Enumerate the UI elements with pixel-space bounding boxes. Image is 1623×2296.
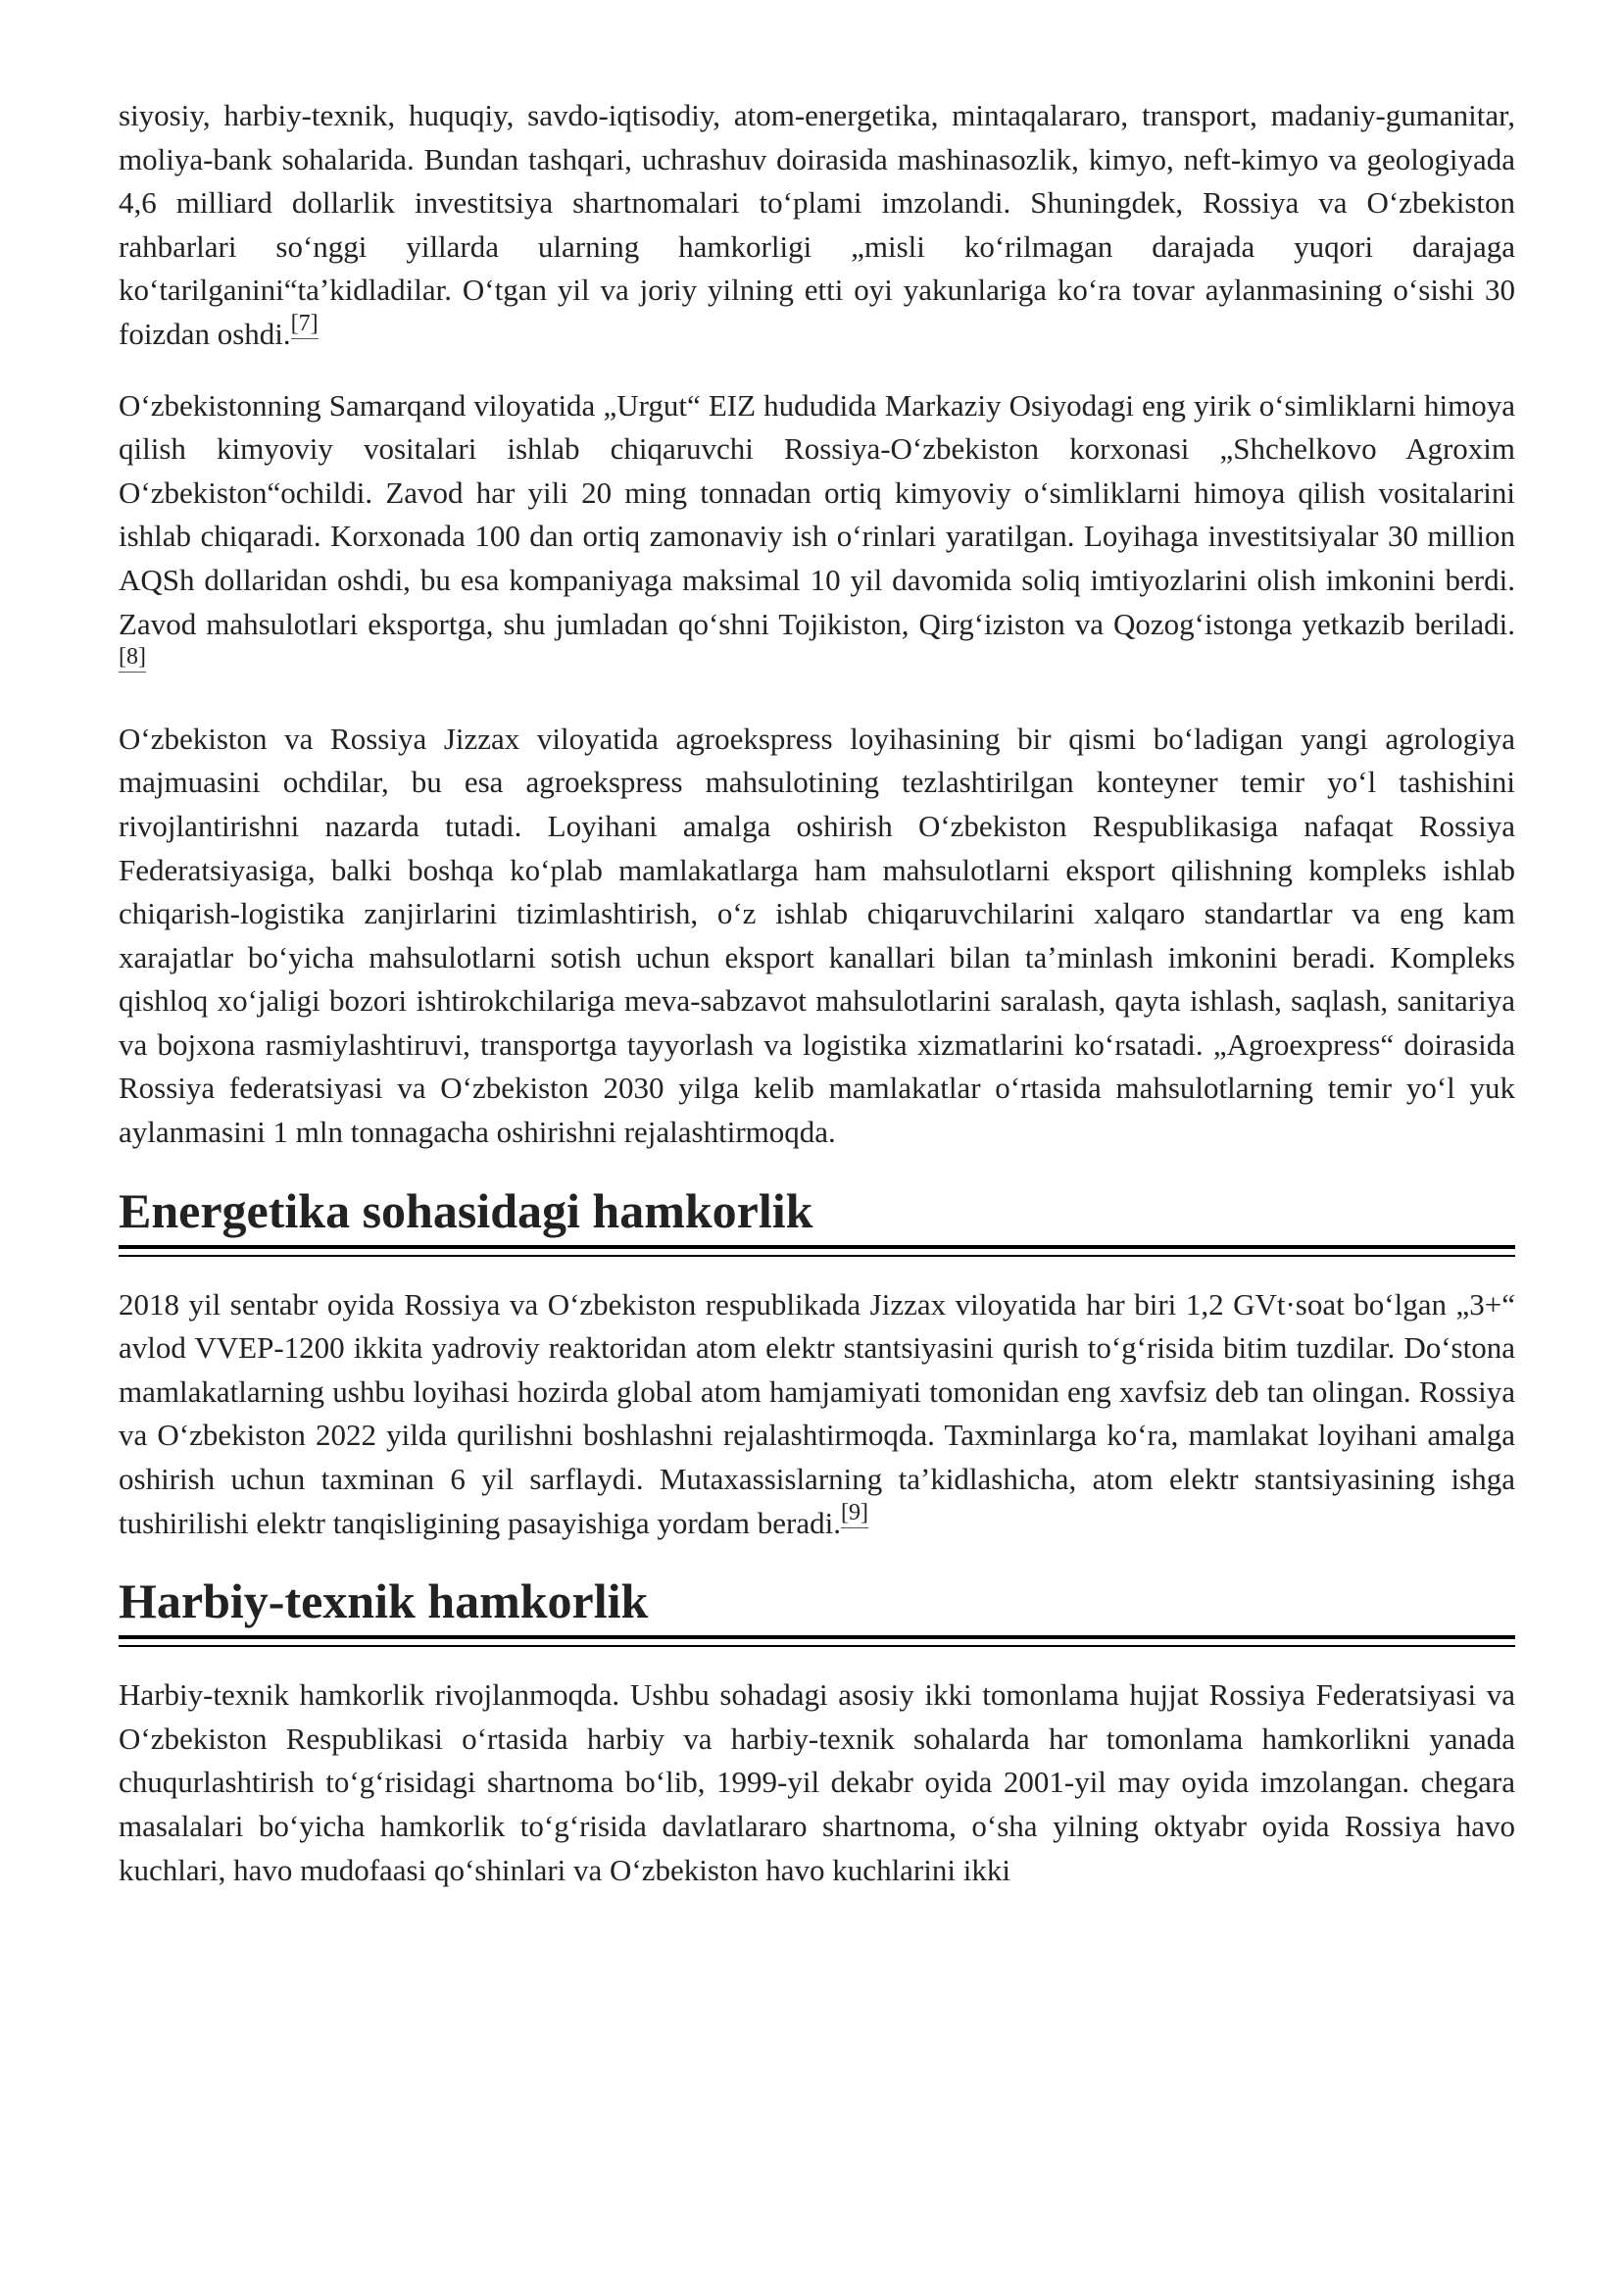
paragraph-text: 2018 yil sentabr oyida Rossiya va Oʻzbekiston respublikada Jizzax viloyatida har biri 1,2 GVt·soat boʻlgan „3+“ avlod VVEP-1200 ikkita yadroviy reaktoridan atom elektr stantsiyasini qurish toʻgʻrisida bitim tuzdilar. Doʻstona mamlakatlarning ushbu loyihasi hozirda global atom hamjamiyati tomonidan eng xavfsiz deb tan olingan. Rossiya va Oʻzbekiston 2022 yilda qurilishni boshlashni rejalashtirmoqda. Taxminlarga koʻra, mamlakat loyihani amalga oshirish uchun taxminan 6 yil sarflaydi. Mutaxassislarning taʼkidlashicha, atom elektr stantsiyasining ishga tushirilishi elektr tanqisligining pasayishiga yordam beradi.	[119, 1286, 1515, 1540]
paragraph-text: Oʻzbekistonning Samarqand viloyatida „Urgut“ EIZ hududida Markaziy Osiyodagi eng yirik oʻsimliklarni himoya qilish kimyoviy vositalari ishlab chiqaruvchi Rossiya-Oʻzbekiston korxonasi „Shchelkovo Agroxim Oʻzbekiston“ochildi. Zavod har yili 20 ming tonnadan ortiq kimyoviy oʻsimliklarni himoya qilish vositalarini ishlab chiqaradi. Korxonada 100 dan ortiq zamonaviy ish oʻrinlari yaratilgan. Loyihaga investitsiyalar 30 million AQSh dollaridan oshdi, bu esa kompaniyaga maksimal 10 yil davomida soliq imtiyozlarini olish imkonini berdi. Zavod mahsulotlari eksportga, shu jumladan qoʻshni Tojikiston, Qirgʻiziston va Qozogʻistonga yetkazib beriladi.	[119, 387, 1515, 641]
article-body	[119, 94, 1515, 1920]
paragraph-text: Oʻzbekiston va Rossiya Jizzax viloyatida agroekspress loyihasining bir qismi boʻladigan yangi agrologiya majmuasini ochdilar, bu esa agroekspress mahsulotining tezlashtirilgan konteyner temir yoʻl tashishini rivojlantirishni nazarda tutadi. Loyihani amalga oshirish Oʻzbekiston Respublikasiga nafaqat Rossiya Federatsiyasiga, balki boshqa koʻplab mamlakatlarga ham mahsulotlarni eksport qilishning kompleks ishlab chiqarish-logistika zanjirlarini tizimlashtirish, oʻz ishlab chiqaruvchilarini xalqaro standartlar va eng kam xarajatlar boʻyicha mahsulotlarni sotish uchun eksport kanallari bilan taʼminlash imkonini beradi. Kompleks qishloq xoʻjaligi bozori ishtirokchilariga meva-sabzavot mahsulotlarini saralash, qayta ishlash, saqlash, sanitariya va bojxona rasmiylashtiruvi, transportga tayyorlash va logistika xizmatlarini koʻrsatadi. „Agroexpress“ doirasida Rossiya federatsiyasi va Oʻzbekiston 2030 yilga kelib mamlakatlar oʻrtasida mahsulotlarning temir yoʻl yuk aylanmasini 1 mln tonnagacha oshirishni rejalashtirmoqda.	[119, 721, 1515, 1150]
paragraph-text: siyosiy, harbiy-texnik, huquqiy, savdo-iqtisodiy, atom-energetika, mintaqalararo, transport, madaniy-gumanitar, moliya-bank sohalarida. Bundan tashqari, uchrashuv doirasida mashinasozlik, kimyo, neft-kimyo va geologiyada 4,6 milliard dollarlik investitsiya shartnomalari toʻplami imzolandi. Shuningdek, Rossiya va Oʻzbekiston rahbarlari soʻnggi yillarda ularning hamkorligi „misli koʻrilmagan darajada yuqori darajaga koʻtarilganini“taʼkidladilar. Oʻtgan yil va joriy yilning etti oyi yakunlariga koʻra tovar aylanmasining oʻsishi 30 foizdan oshdi.	[119, 98, 1515, 351]
paragraph-cooperation-areas	[119, 94, 1515, 357]
paragraph-military	[119, 1673, 1515, 1892]
paragraph-text: Harbiy-texnik hamkorlik rivojlanmoqda. Ushbu sohadagi asosiy ikki tomonlama hujjat Rossiya Federatsiyasi va Oʻzbekiston Respublikasi oʻrtasida harbiy va harbiy-texnik sohalarda har tomonlama hamkorlikni yanada chuqurlashtirish toʻgʻrisidagi shartnoma boʻlib, 1999-yil dekabr oyida 2001-yil may oyida imzolangan. chegara masalalari boʻyicha hamkorlik toʻgʻrisida davlatlararo shartnoma, oʻsha yilning oktyabr oyida Rossiya havo kuchlari, havo mudofaasi qoʻshinlari va Oʻzbekiston havo kuchlarini ikki	[119, 1677, 1515, 1887]
paragraph-agroexpress	[119, 718, 1515, 1155]
section-heading-military: Harbiy-texnik hamkorlik	[119, 1572, 1515, 1638]
section-heading-energy: Energetika sohasidagi hamkorlik	[119, 1182, 1515, 1248]
citation-link-9[interactable]: [9]	[841, 1500, 868, 1528]
paragraph-urgut-factory	[119, 384, 1515, 690]
paragraph-energy	[119, 1283, 1515, 1546]
citation-link-8[interactable]: [8]	[119, 644, 146, 673]
citation-link-7[interactable]: [7]	[291, 311, 319, 339]
